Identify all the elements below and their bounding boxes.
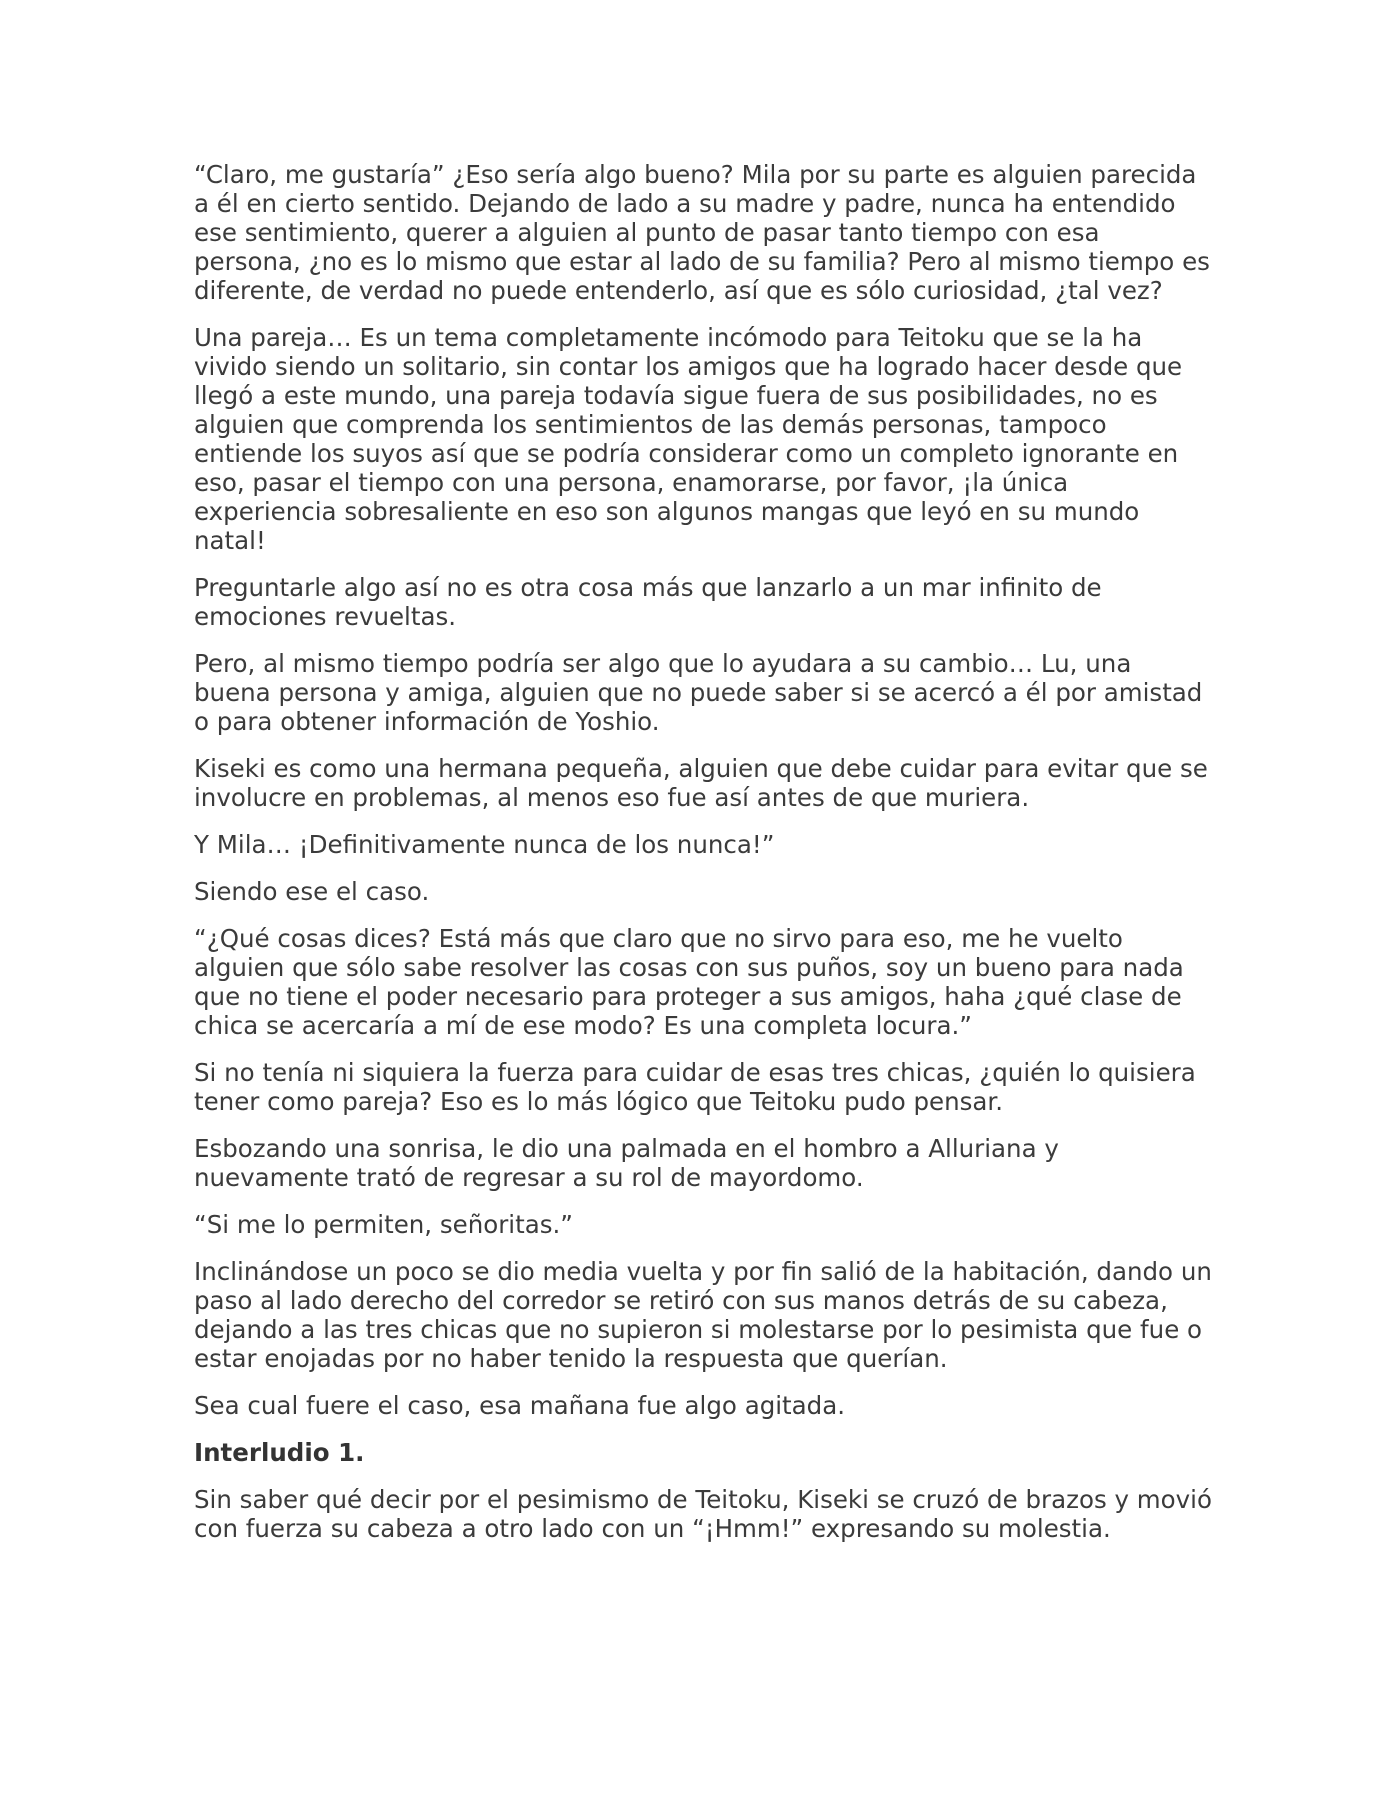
paragraph: “Claro, me gustaría” ¿Eso sería algo bueno? Mila por su parte es alguien parecida a él en cierto sentido. Dejando de lado a su madre y padre, nunca ha entendido ese sentimiento, querer a alguien al punto de pasar tanto tiempo con esa persona, ¿no es lo mismo que estar al lado de su familia? Pero al mismo tiempo es diferente, de verdad no puede entenderlo, así que es sólo curiosidad, ¿tal vez? bbox=[194, 160, 1210, 305]
paragraph: Y Mila… ¡Definitivamente nunca de los nunca!” bbox=[194, 830, 775, 859]
document-page bbox=[194, 160, 1214, 1561]
paragraph: “Si me lo permiten, señoritas.” bbox=[194, 1210, 573, 1239]
paragraph: Inclinándose un poco se dio media vuelta y por fin salió de la habitación, dando un paso al lado derecho del corredor se retiró con sus manos detrás de su cabeza, dejando a las tres chicas que no supieron si molestarse por lo pesimista que fue o estar enojadas por no haber tenido la respuesta que querían. bbox=[194, 1257, 1212, 1373]
paragraph: Siendo ese el caso. bbox=[194, 877, 430, 906]
paragraph: Sea cual fuere el caso, esa mañana fue algo agitada. bbox=[194, 1391, 846, 1420]
paragraph: “¿Qué cosas dices? Está más que claro que no sirvo para eso, me he vuelto alguien que sólo sabe resolver las cosas con sus puños, soy un bueno para nada que no tiene el poder necesario para proteger a sus amigos, haha ¿qué clase de chica se acercaría a mí de ese modo? Es una completa locura.” bbox=[194, 924, 1184, 1040]
paragraph: Sin saber qué decir por el pesimismo de Teitoku, Kiseki se cruzó de brazos y movió con fuerza su cabeza a otro lado con un “¡Hmm!” expresando su molestia. bbox=[194, 1485, 1212, 1543]
paragraph: Kiseki es como una hermana pequeña, alguien que debe cuidar para evitar que se involucre en problemas, al menos eso fue así antes de que muriera. bbox=[194, 754, 1208, 812]
paragraph: Pero, al mismo tiempo podría ser algo que lo ayudara a su cambio… Lu, una buena persona y amiga, alguien que no puede saber si se acercó a él por amistad o para obtener información de Yoshio. bbox=[194, 649, 1203, 736]
paragraph: Si no tenía ni siquiera la fuerza para cuidar de esas tres chicas, ¿quién lo quisiera tener como pareja? Eso es lo más lógico que Teitoku pudo pensar. bbox=[194, 1058, 1196, 1116]
section-heading: Interludio 1. bbox=[194, 1438, 365, 1467]
paragraph: Una pareja… Es un tema completamente incómodo para Teitoku que se la ha vivido siendo un solitario, sin contar los amigos que ha logrado hacer desde que llegó a este mundo, una pareja todavía sigue fuera de sus posibilidades, no es alguien que comprenda los sentimientos de las demás personas, tampoco entiende los suyos así que se podría considerar como un completo ignorante en eso, pasar el tiempo con una persona, enamorarse, por favor, ¡la única experiencia sobresaliente en eso son algunos mangas que leyó en su mundo natal! bbox=[194, 323, 1183, 555]
paragraph: Preguntarle algo así no es otra cosa más que lanzarlo a un mar infinito de emociones revueltas. bbox=[194, 573, 1102, 631]
paragraph: Esbozando una sonrisa, le dio una palmada en el hombro a Alluriana y nuevamente trató de regresar a su rol de mayordomo. bbox=[194, 1134, 1059, 1192]
